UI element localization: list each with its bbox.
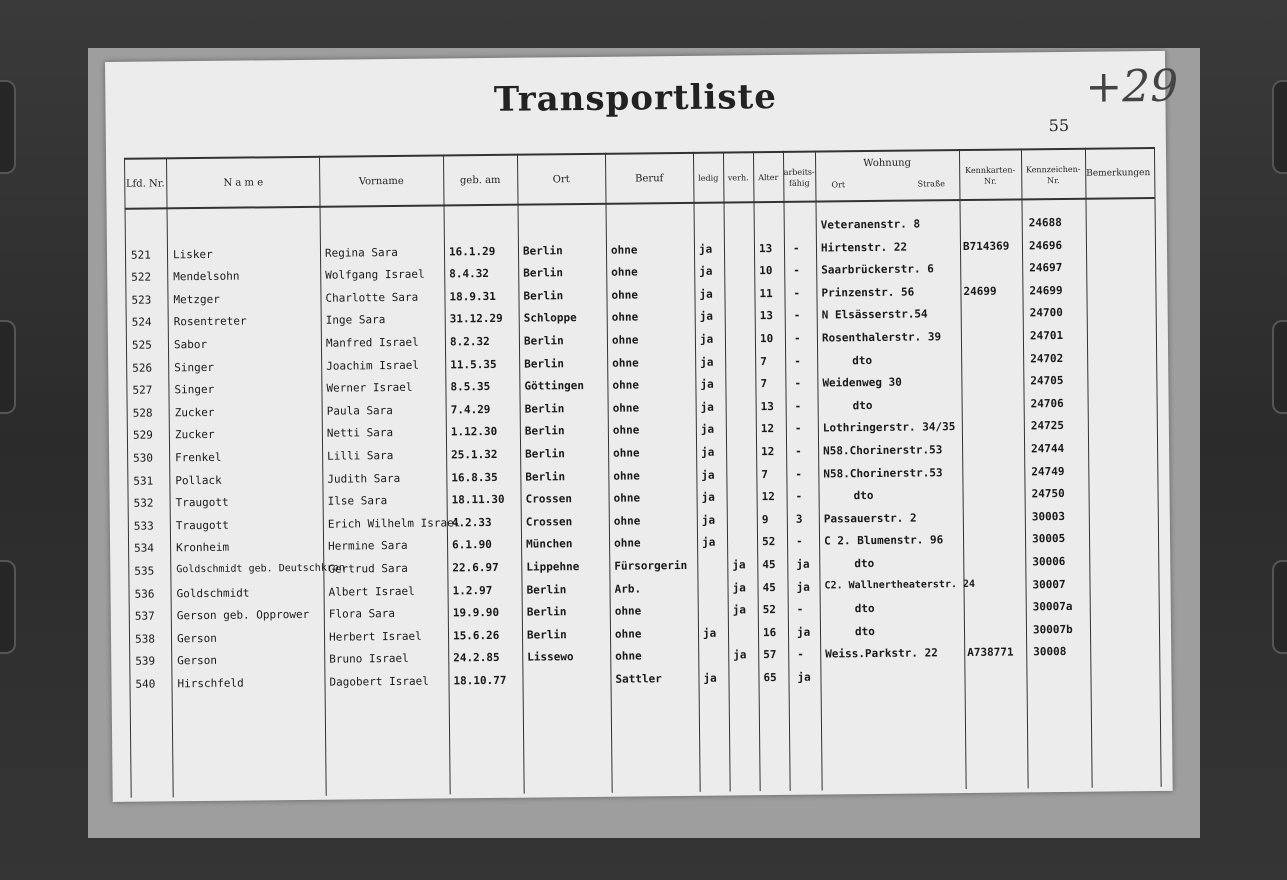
cell-name: Pollack	[175, 473, 222, 487]
cell-geb-am: 1.12.30	[450, 425, 498, 439]
cell-geb-am: 8.5.35	[450, 380, 491, 394]
cell-lfd-nr: 534	[134, 541, 155, 556]
cell-ledig: ja	[700, 400, 714, 414]
cell-ort: Schloppe	[523, 311, 577, 326]
cell-kennzeichen-nr: 24744	[1031, 441, 1065, 456]
cell-kennkarten-nr: 24699	[963, 284, 997, 298]
cell-lfd-nr: 526	[132, 361, 153, 375]
cell-geb-am: 18.10.77	[453, 673, 507, 688]
cell-ledig: ja	[699, 264, 713, 278]
cell-vorname: Werner Israel	[326, 380, 413, 395]
cell-arbeitsfaehig: -	[796, 602, 804, 616]
cell-beruf: ohne	[613, 514, 641, 528]
cell-alter: 12	[761, 445, 775, 459]
cell-name: Zucker	[174, 405, 215, 420]
cell-wohnung: N Elsässerstr.54	[821, 307, 928, 322]
cell-geb-am: 31.12.29	[449, 312, 503, 326]
cell-ort: München	[526, 537, 573, 552]
cell-ort: Lissewo	[527, 650, 574, 665]
cell-name: Gerson geb. Opprower	[176, 608, 310, 623]
header-ledig: ledig	[698, 173, 719, 183]
cell-name: Goldschmidt geb. Deutschkron	[176, 562, 345, 576]
cell-arbeitsfaehig: ja	[796, 580, 810, 594]
cell-geb-am: 1.2.97	[452, 583, 493, 597]
cell-wohnung: dto	[854, 602, 875, 616]
cell-arbeitsfaehig: -	[794, 354, 801, 368]
cell-alter: 45	[762, 580, 776, 594]
cell-arbeitsfaehig: ja	[796, 557, 810, 571]
cell-alter: 7	[760, 354, 767, 368]
cell-lfd-nr: 532	[133, 496, 154, 510]
cell-ort: Berlin	[525, 469, 566, 484]
cell-alter: 57	[763, 648, 777, 662]
cell-alter: 7	[760, 377, 768, 391]
cell-name: Singer	[174, 383, 215, 397]
cell-vorname: Gertrud Sara	[328, 561, 408, 576]
cell-alter: 12	[760, 422, 775, 436]
cell-wohnung: N58.Chorinerstr.53	[823, 465, 943, 481]
cell-vorname: Herbert Israel	[328, 629, 422, 644]
cell-arbeitsfaehig: -	[794, 422, 802, 436]
cell-geb-am: 6.1.90	[452, 538, 492, 552]
cell-name: Gerson	[176, 631, 217, 646]
cell-arbeitsfaehig: -	[794, 399, 802, 413]
header-kennzeichen-nr: Kennzeichen- Nr.	[1025, 164, 1081, 185]
cell-name: Traugott	[175, 495, 229, 510]
cell-wohnung: Weidenweg 30	[822, 375, 902, 390]
cell-beruf: ohne	[614, 627, 642, 641]
cell-alter: 9	[761, 512, 769, 526]
cell-geb-am: 24.2.85	[453, 651, 500, 665]
cell-ort: Berlin	[526, 605, 567, 619]
cell-arbeitsfaehig: -	[795, 535, 803, 549]
cell-vorname: Regina Sara	[324, 245, 398, 260]
header-verh: verh.	[727, 173, 749, 183]
cell-name: Frenkel	[175, 450, 222, 465]
cell-ledig: ja	[698, 242, 713, 256]
cell-geb-am: 4.2.33	[451, 515, 492, 530]
cell-ort: Berlin	[524, 424, 565, 439]
cell-arbeitsfaehig: -	[795, 444, 802, 458]
cell-beruf: ohne	[612, 401, 640, 415]
cell-kennzeichen-nr: 24696	[1028, 238, 1063, 252]
cell-beruf: ohne	[615, 649, 642, 664]
cell-vorname: Joachim Israel	[326, 358, 419, 373]
cell-lfd-nr: 536	[134, 587, 155, 601]
cell-ort: Crossen	[525, 514, 573, 529]
cell-beruf: ohne	[612, 378, 639, 392]
cell-alter: 13	[758, 241, 773, 255]
cell-kennzeichen-nr: 24749	[1031, 464, 1065, 478]
header-name: N a m e	[223, 177, 264, 189]
cell-wohnung: N58.Chorinerstr.53	[823, 443, 943, 458]
cell-arbeitsfaehig: -	[795, 467, 803, 481]
cell-beruf: ohne	[611, 310, 639, 325]
header-beruf: Beruf	[635, 173, 664, 185]
cell-ledig: ja	[699, 332, 714, 346]
cell-kennzeichen-nr: 24705	[1030, 374, 1064, 388]
cell-lfd-nr: 525	[131, 338, 152, 352]
cell-verh: ja	[732, 580, 746, 595]
cell-kennzeichen-nr: 24706	[1030, 396, 1064, 411]
header-wohnung-ort: Ort	[831, 179, 846, 189]
cell-ledig: ja	[701, 468, 715, 482]
cell-arbeitsfaehig: 3	[795, 512, 803, 526]
cell-geb-am: 18.11.30	[451, 493, 505, 507]
cell-arbeitsfaehig: -	[794, 376, 802, 390]
cell-geb-am: 15.6.26	[452, 628, 500, 643]
document-title: Transportliste	[493, 76, 778, 120]
cell-ort: Göttingen	[524, 379, 585, 393]
cell-vorname: Dagobert Israel	[329, 674, 429, 689]
header-kennkarten-nr: Kennkarten- Nr.	[965, 164, 1016, 186]
cell-name: Kronheim	[176, 541, 230, 555]
cell-lfd-nr: 537	[134, 609, 155, 623]
cell-lfd-nr: 528	[132, 406, 153, 420]
cell-ort: Berlin	[525, 447, 565, 461]
sprocket-hole	[0, 320, 16, 414]
cell-vorname: Flora Sara	[328, 607, 396, 621]
header-wohnung: Wohnung	[863, 157, 912, 170]
cell-name: Mendelsohn	[173, 269, 240, 284]
cell-name: Zucker	[174, 428, 215, 442]
cell-kennzeichen-nr: 24702	[1030, 351, 1064, 365]
cell-kennzeichen-nr: 30006	[1032, 554, 1066, 569]
sprocket-hole	[0, 560, 16, 654]
cell-beruf: ohne	[610, 243, 638, 257]
cell-name: Gerson	[177, 654, 218, 668]
cell-name: Sabor	[173, 337, 208, 352]
cell-lfd-nr: 538	[134, 632, 155, 646]
cell-lfd-nr: 529	[132, 428, 153, 443]
cell-vorname: Bruno Israel	[329, 652, 409, 667]
cell-vorname: Wolfgang Israel	[325, 267, 425, 282]
cell-ort: Berlin	[526, 627, 567, 642]
cell-geb-am: 22.6.97	[452, 560, 499, 575]
header-geb-am: geb. am	[459, 174, 501, 187]
cell-lfd-nr: 540	[135, 677, 156, 691]
cell-ledig: ja	[701, 445, 715, 459]
cell-ledig: ja	[701, 536, 716, 550]
sprocket-hole	[1272, 560, 1287, 654]
cell-beruf: Sattler	[615, 672, 662, 686]
cell-ort: Berlin	[524, 356, 564, 371]
cell-ort: Lippehne	[526, 560, 580, 574]
header-wohnung-strasse: Straße	[917, 178, 946, 188]
cell-alter: 10	[759, 332, 774, 346]
cell-geb-am: 19.9.90	[452, 606, 500, 620]
cell-vorname: Erich Wilhelm Israel	[327, 516, 461, 531]
cell-ledig: ja	[700, 423, 715, 437]
cell-wohnung: C 2. Blumenstr. 96	[823, 533, 944, 548]
cell-ledig: ja	[700, 355, 714, 369]
cell-verh: ja	[732, 603, 747, 617]
cell-arbeitsfaehig: -	[793, 286, 801, 300]
cell-vorname: Manfred Israel	[325, 335, 419, 350]
cell-ledig: ja	[699, 310, 714, 324]
cell-geb-am: 18.9.31	[449, 289, 496, 304]
cell-beruf: ohne	[613, 446, 640, 460]
cell-beruf: Fürsorgerin	[614, 558, 688, 573]
cell-alter: 16	[762, 625, 777, 639]
header-ort: Ort	[552, 174, 570, 186]
cell-geb-am: 11.5.35	[450, 357, 497, 371]
header-bemerkungen: Bemerkungen	[1086, 168, 1151, 179]
header-alter: Alter	[758, 172, 779, 183]
cell-kennzeichen-nr: 24697	[1029, 261, 1063, 275]
cell-geb-am: 16.8.35	[451, 470, 498, 484]
cell-wohnung: Rosenthalerstr. 39	[821, 330, 942, 345]
cell-ort: Crossen	[525, 492, 573, 506]
header-vorname: Vorname	[358, 175, 404, 188]
cell-kennzeichen-nr: 24688	[1028, 215, 1062, 230]
cell-beruf: ohne	[611, 333, 639, 347]
cell-alter: 10	[759, 264, 773, 278]
cell-kennzeichen-nr: 24699	[1029, 283, 1063, 298]
cell-lfd-nr: 523	[131, 293, 152, 307]
cell-alter: 12	[761, 490, 775, 504]
cell-kennzeichen-nr: 30005	[1031, 532, 1066, 546]
cell-ledig: ja	[701, 513, 716, 527]
cell-name: Goldschmidt	[176, 586, 250, 600]
cell-wohnung: Weiss.Parkstr. 22	[825, 646, 938, 661]
cell-ort: Berlin	[523, 334, 564, 348]
cell-lfd-nr: 533	[133, 519, 154, 533]
cell-alter: 13	[759, 309, 774, 323]
cell-alter: 52	[762, 603, 777, 617]
cell-arbeitsfaehig: -	[795, 489, 803, 503]
cell-wohnung: dto	[854, 624, 875, 638]
cell-ledig: ja	[701, 490, 715, 504]
cell-kennzeichen-nr: 30003	[1031, 509, 1066, 524]
cell-wohnung: dto	[853, 489, 874, 503]
cell-alter: 13	[760, 399, 774, 413]
cell-lfd-nr: 522	[131, 270, 152, 284]
cell-beruf: ohne	[612, 356, 639, 370]
cell-vorname: Paula Sara	[326, 403, 393, 418]
cell-vorname: Hermine Sara	[328, 539, 408, 554]
cell-wohnung: dto	[852, 398, 873, 412]
cell-arbeitsfaehig: -	[793, 309, 801, 323]
cell-lfd-nr: 524	[131, 315, 152, 330]
cell-ledig: ja	[699, 287, 713, 301]
cell-arbeitsfaehig: -	[797, 648, 804, 662]
cell-alter: 65	[763, 670, 777, 685]
cell-name: Lisker	[172, 247, 213, 261]
cell-arbeitsfaehig: ja	[796, 625, 811, 639]
cell-vorname: Albert Israel	[328, 584, 415, 599]
cell-ort: Berlin	[522, 243, 563, 258]
cell-beruf: ohne	[613, 491, 641, 505]
cell-ort: Berlin	[523, 289, 564, 303]
cell-kennzeichen-nr: 24725	[1030, 419, 1065, 433]
cell-alter: 7	[761, 467, 769, 481]
cell-arbeitsfaehig: -	[793, 263, 800, 277]
cell-lfd-nr: 535	[134, 564, 155, 578]
cell-ort: Berlin	[523, 266, 564, 280]
cell-geb-am: 7.4.29	[450, 402, 491, 417]
cell-vorname: Judith Sara	[327, 471, 401, 486]
cell-ledig: ja	[702, 626, 717, 640]
cell-name: Rosentreter	[173, 314, 247, 329]
cell-alter: 11	[759, 286, 773, 300]
cell-verh: ja	[733, 648, 747, 662]
cell-geb-am: 16.1.29	[448, 244, 496, 259]
cell-arbeitsfaehig: -	[792, 241, 800, 255]
cell-ledig: ja	[703, 671, 717, 685]
cell-arbeitsfaehig: -	[793, 331, 801, 345]
cell-arbeitsfaehig: ja	[797, 670, 811, 684]
cell-beruf: Arb.	[614, 582, 642, 596]
header-arbeitsfaehig: arbeits- fähig	[783, 167, 815, 188]
cell-beruf: ohne	[611, 265, 638, 279]
handwritten-number: +29	[1085, 60, 1179, 113]
cell-lfd-nr: 530	[133, 451, 154, 465]
cell-beruf: ohne	[614, 604, 642, 618]
cell-beruf: ohne	[614, 536, 641, 551]
cell-kennkarten-nr: A738771	[967, 645, 1014, 660]
cell-lfd-nr: 531	[133, 474, 154, 488]
cell-ort: Berlin	[524, 402, 565, 416]
cell-vorname: Inge Sara	[325, 313, 386, 328]
cell-ledig: ja	[700, 377, 714, 391]
cell-vorname: Lilli Sara	[327, 449, 394, 463]
cell-geb-am: 25.1.32	[451, 447, 498, 462]
cell-kennzeichen-nr: 30007a	[1032, 600, 1073, 614]
cell-wohnung: Prinzenstr. 56	[821, 285, 915, 300]
cell-beruf: ohne	[613, 469, 640, 483]
cell-name: Metzger	[173, 292, 220, 307]
cell-alter: 52	[761, 535, 776, 549]
cell-wohnung: Veteranenstr. 8	[820, 217, 921, 232]
cell-kennkarten-nr: B714369	[962, 239, 1010, 253]
cell-name: Traugott	[175, 518, 229, 533]
cell-vorname: Netti Sara	[326, 426, 394, 441]
cell-wohnung: Lothringerstr. 34/35	[822, 420, 956, 435]
cell-beruf: ohne	[612, 423, 640, 438]
cell-beruf: ohne	[611, 288, 639, 302]
cell-name: Hirschfeld	[177, 676, 244, 691]
transport-list-sheet	[105, 51, 1179, 802]
cell-wohnung: dto	[852, 353, 873, 367]
header-lfd-nr: Lfd. Nr.	[125, 178, 165, 190]
cell-kennzeichen-nr: 30008	[1033, 645, 1067, 659]
cell-kennzeichen-nr: 24700	[1029, 306, 1063, 320]
cell-vorname: Charlotte Sara	[325, 290, 419, 305]
page-number: 55	[1048, 115, 1070, 136]
cell-lfd-nr: 521	[130, 248, 151, 262]
cell-kennzeichen-nr: 30007b	[1032, 622, 1073, 637]
cell-lfd-nr: 539	[135, 654, 156, 669]
cell-kennzeichen-nr: 24750	[1031, 487, 1065, 501]
cell-name: Singer	[174, 360, 215, 374]
cell-geb-am: 8.2.32	[449, 334, 490, 349]
cell-lfd-nr: 527	[132, 383, 153, 397]
cell-wohnung: Passauerstr. 2	[823, 511, 917, 526]
sprocket-hole	[0, 80, 16, 174]
cell-wohnung: dto	[854, 556, 875, 571]
cell-wohnung: Saarbrückerstr. 6	[821, 262, 934, 277]
cell-verh: ja	[732, 558, 746, 572]
cell-ort: Berlin	[526, 582, 567, 597]
cell-wohnung: C2. Wallnertheaterstr. 24	[824, 578, 976, 592]
cell-kennzeichen-nr: 24701	[1029, 328, 1064, 343]
cell-kennzeichen-nr: 30007	[1032, 577, 1066, 591]
cell-vorname: Ilse Sara	[327, 494, 388, 508]
cell-geb-am: 8.4.32	[449, 267, 490, 281]
cell-wohnung: Hirtenstr. 22	[820, 240, 908, 255]
sprocket-hole	[1272, 80, 1287, 174]
cell-alter: 45	[762, 558, 776, 572]
sprocket-hole	[1272, 320, 1287, 414]
